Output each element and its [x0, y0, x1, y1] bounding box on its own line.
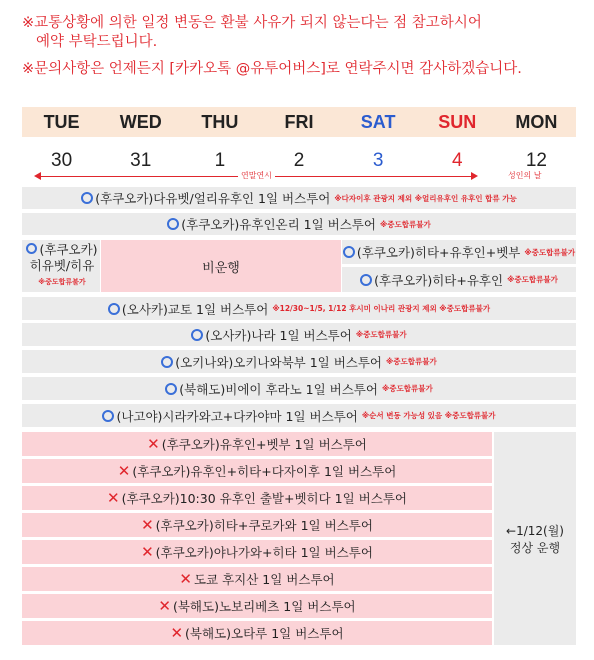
resume-note-block: ←1/12(월) 정상 운행 — [494, 432, 576, 645]
circle-icon — [102, 410, 114, 422]
circle-icon — [165, 383, 177, 395]
cancelled-tour-row[interactable]: ✕ (후쿠오카)10:30 유후인 출발+벳히다 1일 버스투어 — [22, 486, 492, 510]
tour-row[interactable]: (북해도)비에이 후라노 1일 버스투어 ※중도합류불가 — [22, 377, 576, 400]
tour-row[interactable]: (오사카)교토 1일 버스투어 ※12/30~1/5, 1/12 후시미 이나리 관광지 제외 ※중도합류불가 — [22, 297, 576, 320]
date-3: 3 — [372, 150, 384, 171]
circle-icon — [161, 356, 173, 368]
tour-row[interactable]: (오키나와)오키나와북부 1일 버스투어 ※중도합류불가 — [22, 350, 576, 373]
cancelled-tour-row[interactable]: ✕ (북해도)오타루 1일 버스투어 — [22, 621, 492, 645]
cross-icon: ✕ — [107, 489, 120, 507]
tour-row[interactable]: (후쿠오카)히타+유후인+벳부 ※중도합류불가 — [342, 240, 576, 264]
circle-icon — [360, 274, 372, 286]
cross-icon: ✕ — [147, 435, 160, 453]
left-tour-label: (후쿠오카) 히유벳/히유 ※중도합류불가 — [24, 242, 100, 290]
cross-icon: ✕ — [179, 570, 192, 588]
date-1: 1 — [214, 150, 226, 171]
tour-row[interactable]: (후쿠오카)다유벳/얼리유후인 1일 버스투어 ※다자이후 관광지 제외 ※얼리유후인 유후인 합류 가능 — [22, 187, 576, 209]
day-tue: TUE — [43, 112, 80, 132]
coming-of-age-label: 성인의 날 — [508, 171, 542, 180]
date-2: 2 — [293, 150, 305, 171]
date-row — [22, 148, 576, 174]
day-thu: THU — [201, 112, 239, 132]
cross-icon: ✕ — [170, 624, 184, 642]
cancelled-tour-row[interactable]: ✕ 도쿄 후지산 1일 버스투어 — [22, 567, 492, 591]
cross-icon: ✕ — [117, 462, 131, 480]
day-fri: FRI — [284, 112, 314, 132]
day-sat: SAT — [360, 112, 396, 132]
cancelled-tour-row[interactable]: ✕ (후쿠오카)야나가와+히타 1일 버스투어 — [22, 540, 492, 564]
circle-icon — [81, 192, 93, 204]
date-4: 4 — [451, 150, 463, 171]
day-sun: SUN — [438, 112, 477, 132]
circle-icon — [167, 218, 179, 230]
tour-row[interactable]: (오사카)나라 1일 버스투어 ※중도합류불가 — [22, 323, 576, 346]
cancelled-tour-row[interactable]: ✕ (후쿠오카)유후인+벳부 1일 버스투어 — [22, 432, 492, 456]
circle-icon — [343, 246, 355, 258]
no-service-block: 비운행 — [101, 240, 341, 292]
notice-schedule-change: ※교통상황에 의한 일정 변동은 환불 사유가 되지 않는다는 점 참고하시어 예약 부탁드립니다. — [22, 15, 482, 50]
date-12: 12 — [525, 150, 547, 171]
tour-row[interactable]: (후쿠오카)히타+유후인 ※중도합류불가 — [342, 267, 576, 292]
cross-icon: ✕ — [141, 543, 154, 561]
date-31: 31 — [130, 150, 152, 171]
cross-icon: ✕ — [141, 516, 154, 534]
date-30: 30 — [51, 150, 73, 171]
notice-contact: ※문의사항은 언제든지 [카카오톡 @유투어버스]로 연락주시면 감사하겠습니다. — [22, 61, 522, 77]
tour-row[interactable]: (나고야)시라카와고+다카야마 1일 버스투어 ※순서 변동 가능성 있음 ※중도합류불가 — [22, 404, 576, 427]
cancelled-tour-row[interactable]: ✕ (후쿠오카)히타+쿠로카와 1일 버스투어 — [22, 513, 492, 537]
day-header — [22, 107, 576, 137]
day-mon: MON — [515, 112, 558, 132]
cancelled-tour-row[interactable]: ✕ (후쿠오카)유후인+히타+다자이후 1일 버스투어 — [22, 459, 492, 483]
tour-row[interactable]: (후쿠오카)유후인온리 1일 버스투어 ※중도합류불가 — [22, 213, 576, 235]
cross-icon: ✕ — [158, 597, 171, 615]
year-end-label: 연말연시 — [238, 170, 275, 181]
circle-icon — [191, 329, 203, 341]
circle-icon — [108, 303, 120, 315]
cancelled-tour-row[interactable]: ✕ (북해도)노보리베츠 1일 버스투어 — [22, 594, 492, 618]
circle-icon — [26, 243, 37, 254]
day-wed: WED — [119, 112, 162, 132]
